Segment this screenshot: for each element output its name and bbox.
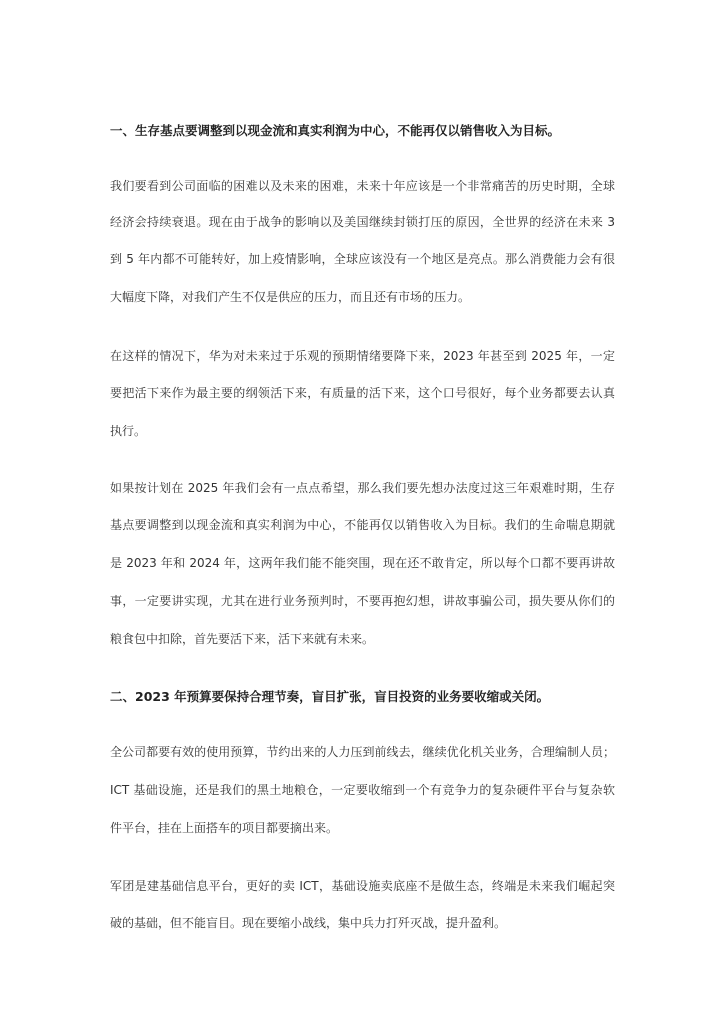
paragraph-line: 全公司都要有效的使用预算，节约出来的人力压到前线去，继续优化机关业务，合理编制人员； <box>110 745 615 759</box>
paragraph-line: 执行。 <box>110 424 147 438</box>
paragraph-line: 到 5 年内都不可能转好，加上疫情影响，全球应该没有一个地区是亮点。那么消费能力会有很 <box>110 252 615 266</box>
paragraph-line: 大幅度下降，对我们产生不仅是供应的压力，而且还有市场的压力。 <box>110 290 471 304</box>
section-1-heading: 一、生存基点要调整到以现金流和真实利润为中心，不能再仅以销售收入为目标。 <box>110 123 561 138</box>
paragraph-line: 军团是建基础信息平台，更好的卖 ICT，基础设施卖底座不是做生态，终端是未来我们崛起突 <box>110 879 615 893</box>
paragraph-line: 是 2023 年和 2024 年，这两年我们能不能突围，现在还不敢肯定，所以每个口都不要再讲故 <box>110 556 615 570</box>
paragraph-line: 要把活下来作为最主要的纲领活下来，有质量的活下来，这个口号很好，每个业务都要去认真 <box>110 386 615 400</box>
paragraph-line: 如果按计划在 2025 年我们会有一点点希望，那么我们要先想办法度过这三年艰难时期，生存 <box>110 481 615 495</box>
paragraph-line: ICT 基础设施，还是我们的黑土地粮仓，一定要收缩到一个有竞争力的复杂硬件平台与复杂软 <box>110 783 615 797</box>
paragraph-line: 粮食包中扣除，首先要活下来，活下来就有未来。 <box>110 632 375 646</box>
paragraph-line: 事，一定要讲实现，尤其在进行业务预判时，不要再抱幻想，讲故事骗公司，损失要从你们的 <box>110 594 615 608</box>
paragraph-line: 基点要调整到以现金流和真实利润为中心，不能再仅以销售收入为目标。我们的生命喘息期就 <box>110 518 615 532</box>
paragraph-line: 破的基础，但不能盲目。现在要缩小战线，集中兵力打歼灭战，提升盈利。 <box>110 916 507 930</box>
section-2-heading: 二、2023 年预算要保持合理节奏，盲目扩张，盲目投资的业务要收缩或关闭。 <box>110 689 550 704</box>
paragraph-line: 我们要看到公司面临的困难以及未来的困难，未来十年应该是一个非常痛苦的历史时期，全球 <box>110 179 615 193</box>
paragraph-line: 件平台，挂在上面搭车的项目都要摘出来。 <box>110 821 339 835</box>
paragraph-line: 在这样的情况下，华为对未来过于乐观的预期情绪要降下来，2023 年甚至到 2025 年，一定 <box>110 349 615 363</box>
paragraph-line: 经济会持续衰退。现在由于战争的影响以及美国继续封锁打压的原因，全世界的经济在未来 3 <box>110 215 615 229</box>
